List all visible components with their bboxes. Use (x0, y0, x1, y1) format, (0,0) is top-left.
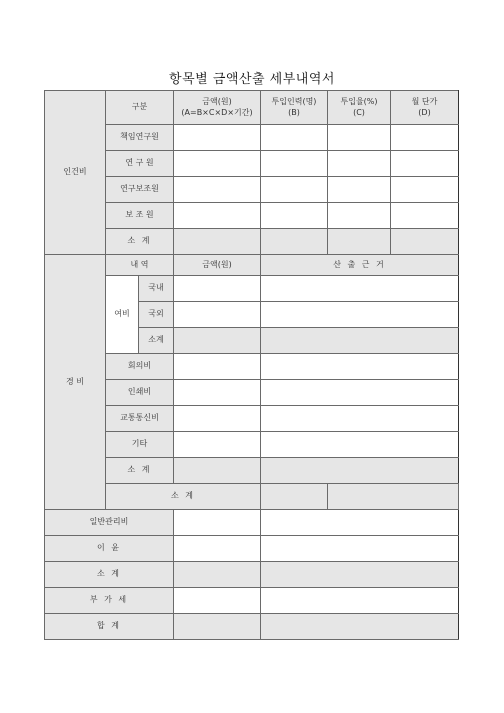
table-row (45, 177, 459, 203)
expense-row-label: 회의비 (106, 354, 174, 380)
summary-row-label: 소 계 (106, 484, 261, 510)
expense-category-label: 경 비 (45, 255, 106, 510)
input-cell[interactable] (174, 432, 261, 458)
header-personnel-line2: (B) (288, 107, 300, 117)
total-cell[interactable] (174, 614, 261, 640)
basis-cell[interactable] (261, 380, 459, 406)
header-row (45, 91, 459, 125)
table-row (45, 354, 459, 380)
subtotal-cell (328, 229, 391, 255)
cost-breakdown-table (44, 90, 459, 640)
header-monthly-line2: (D) (418, 107, 431, 117)
header-personnel (261, 91, 328, 125)
input-cell[interactable] (174, 588, 261, 614)
basis-cell[interactable] (261, 354, 459, 380)
subtotal-cell (261, 562, 459, 588)
header-amount-line2: (A=B×C×D×기간) (181, 107, 253, 117)
summary-row-label: 부 가 세 (45, 588, 174, 614)
input-cell[interactable] (328, 125, 391, 151)
subtotal-cell[interactable] (174, 458, 261, 484)
input-cell[interactable] (261, 177, 328, 203)
input-cell[interactable] (391, 151, 459, 177)
labor-row-label: 책임연구원 (106, 125, 174, 151)
input-cell[interactable] (328, 203, 391, 229)
header-rate-line1: 투입율(%) (340, 96, 378, 106)
table-row (45, 406, 459, 432)
labor-row-label: 연 구 원 (106, 151, 174, 177)
table-row (45, 229, 459, 255)
document-title: 항목별 금액산출 세부내역서 (169, 72, 335, 87)
basis-cell[interactable] (261, 510, 459, 536)
table-row (45, 276, 459, 302)
header-amount (174, 91, 261, 125)
basis-cell[interactable] (261, 588, 459, 614)
input-cell[interactable] (391, 125, 459, 151)
total-cell (261, 614, 459, 640)
labor-row-label: 연구보조원 (106, 177, 174, 203)
table-row (45, 562, 459, 588)
expense-row-label: 교통통신비 (106, 406, 174, 432)
table-row (45, 125, 459, 151)
table-row (45, 432, 459, 458)
table-row (45, 614, 459, 640)
labor-row-label: 보 조 원 (106, 203, 174, 229)
header-rate (328, 91, 391, 125)
header-personnel-line1: 투입인력(명) (271, 96, 317, 106)
subtotal-cell (391, 229, 459, 255)
input-cell[interactable] (174, 406, 261, 432)
input-cell[interactable] (261, 203, 328, 229)
expense-header-amount: 금액(원) (174, 255, 261, 276)
expense-row-label: 인쇄비 (106, 380, 174, 406)
total-row-label: 합 계 (45, 614, 174, 640)
summary-row-label: 소 계 (45, 562, 174, 588)
subtotal-cell (328, 484, 459, 510)
header-rate-line2: (C) (353, 107, 365, 117)
subtotal-cell (261, 458, 459, 484)
input-cell[interactable] (174, 177, 261, 203)
table-row (45, 536, 459, 562)
input-cell[interactable] (261, 151, 328, 177)
input-cell[interactable] (174, 354, 261, 380)
expense-header-row (45, 255, 459, 276)
input-cell[interactable] (174, 380, 261, 406)
expense-row-label: 기타 (106, 432, 174, 458)
table-row (45, 484, 459, 510)
header-gubun: 구분 (106, 91, 174, 125)
input-cell[interactable] (174, 276, 261, 302)
subtotal-cell (261, 328, 459, 354)
subtotal-cell (261, 229, 328, 255)
input-cell[interactable] (391, 177, 459, 203)
input-cell[interactable] (261, 125, 328, 151)
basis-cell[interactable] (261, 536, 459, 562)
subtotal-cell[interactable] (174, 229, 261, 255)
subtotal-cell[interactable] (174, 328, 261, 354)
basis-cell[interactable] (261, 276, 459, 302)
header-monthly (391, 91, 459, 125)
input-cell[interactable] (174, 510, 261, 536)
table-row (45, 588, 459, 614)
labor-category-label: 인건비 (45, 91, 106, 255)
table-row (45, 380, 459, 406)
travel-label: 여비 (106, 276, 139, 354)
basis-cell[interactable] (261, 302, 459, 328)
summary-row-label: 이 윤 (45, 536, 174, 562)
input-cell[interactable] (328, 177, 391, 203)
travel-row-label: 국내 (139, 276, 174, 302)
table-row (45, 458, 459, 484)
header-amount-line1: 금액(원) (202, 96, 232, 106)
travel-row-label: 국외 (139, 302, 174, 328)
expense-subtotal-label: 소 계 (106, 458, 174, 484)
expense-header-basis: 산 출 근 거 (261, 255, 459, 276)
table-row (45, 510, 459, 536)
basis-cell[interactable] (261, 406, 459, 432)
input-cell[interactable] (391, 203, 459, 229)
input-cell[interactable] (174, 302, 261, 328)
basis-cell[interactable] (261, 432, 459, 458)
table-row (45, 203, 459, 229)
input-cell[interactable] (174, 125, 261, 151)
input-cell[interactable] (174, 151, 261, 177)
input-cell[interactable] (328, 151, 391, 177)
input-cell[interactable] (174, 203, 261, 229)
expense-header-item: 내 역 (106, 255, 174, 276)
labor-subtotal-label: 소 계 (106, 229, 174, 255)
travel-row-label: 소계 (139, 328, 174, 354)
table-row (45, 151, 459, 177)
input-cell[interactable] (174, 536, 261, 562)
summary-row-label: 일반관리비 (45, 510, 174, 536)
subtotal-cell[interactable] (261, 484, 328, 510)
subtotal-cell[interactable] (174, 562, 261, 588)
header-monthly-line1: 월 단가 (411, 96, 438, 106)
